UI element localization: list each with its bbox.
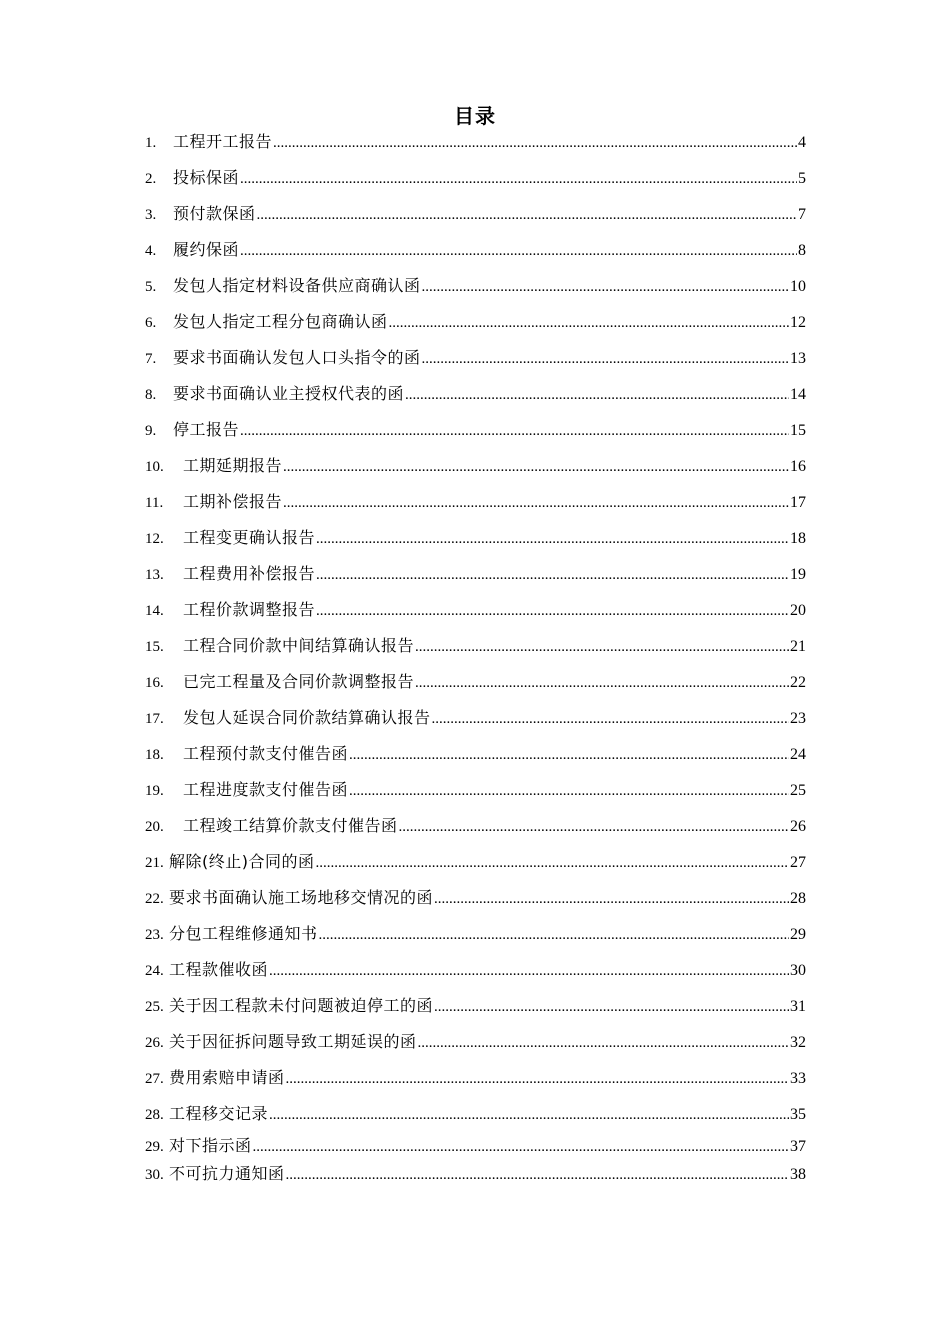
- toc-entry-title: 解除(终止)合同的函: [169, 852, 315, 871]
- toc-leader-dots: [415, 629, 789, 665]
- toc-entry-page: 38: [790, 1166, 806, 1183]
- toc-entry-number: 20.: [145, 819, 164, 835]
- toc-leader-dots: [319, 917, 789, 953]
- toc-entry-page: 8: [798, 242, 806, 259]
- toc-entry-number: 19.: [145, 783, 164, 799]
- toc-entry[interactable]: [145, 772, 806, 808]
- toc-entry-title: 停工报告: [173, 420, 240, 439]
- toc-entry-number: 2.: [145, 171, 157, 187]
- toc-entry-page: 37: [790, 1138, 806, 1155]
- toc-entry-number: 22.: [145, 891, 164, 907]
- toc-entry-page: 17: [790, 494, 806, 511]
- toc-leader-dots: [316, 557, 789, 593]
- toc-leader-dots: [269, 1097, 789, 1133]
- toc-entry[interactable]: [145, 1024, 806, 1060]
- toc-entry-title: 不可抗力通知函: [169, 1164, 285, 1183]
- toc-entry-number: 25.: [145, 999, 164, 1015]
- toc-entry-page: 13: [790, 350, 806, 367]
- toc-list: [145, 124, 806, 1188]
- toc-entry-title: 关于因工程款未付问题被迫停工的函: [169, 996, 434, 1015]
- toc-entry-number: 24.: [145, 963, 164, 979]
- toc-leader-dots: [422, 269, 789, 305]
- toc-entry-number: 14.: [145, 603, 164, 619]
- toc-entry[interactable]: [145, 448, 806, 484]
- toc-entry-page: 12: [790, 314, 806, 331]
- toc-entry-number: 13.: [145, 567, 164, 583]
- toc-entry-title: 工程预付款支付催告函: [183, 744, 349, 763]
- toc-entry-title: 发包人指定材料设备供应商确认函: [173, 276, 421, 295]
- toc-entry-page: 24: [790, 746, 806, 763]
- toc-entry-title: 发包人延误合同价款结算确认报告: [183, 708, 431, 727]
- toc-title: 目录: [454, 104, 496, 128]
- toc-leader-dots: [399, 809, 789, 845]
- toc-entry-page: 27: [790, 854, 806, 871]
- toc-entry[interactable]: [145, 484, 806, 520]
- toc-entry-number: 29.: [145, 1139, 164, 1155]
- toc-entry-number: 16.: [145, 675, 164, 691]
- toc-entry-title: 工程变更确认报告: [183, 528, 316, 547]
- toc-entry-number: 7.: [145, 351, 157, 367]
- toc-leader-dots: [253, 1133, 789, 1161]
- toc-entry[interactable]: [145, 412, 806, 448]
- toc-entry[interactable]: [145, 1160, 806, 1188]
- toc-entry-title: 工程移交记录: [169, 1104, 269, 1123]
- toc-entry-title: 工程开工报告: [173, 132, 273, 151]
- toc-entry-title: 要求书面确认业主授权代表的函: [173, 384, 405, 403]
- toc-entry-title: 投标保函: [173, 168, 240, 187]
- toc-entry[interactable]: [145, 556, 806, 592]
- toc-entry-number: 27.: [145, 1071, 164, 1087]
- toc-entry[interactable]: [145, 844, 806, 880]
- toc-entry-title: 工程合同价款中间结算确认报告: [183, 636, 415, 655]
- toc-entry-number: 30.: [145, 1167, 164, 1183]
- toc-leader-dots: [240, 161, 797, 197]
- toc-leader-dots: [316, 521, 789, 557]
- toc-entry-title: 工期补偿报告: [183, 492, 283, 511]
- toc-entry-title: 工程竣工结算价款支付催告函: [183, 816, 398, 835]
- toc-leader-dots: [257, 197, 797, 233]
- toc-entry-title: 对下指示函: [169, 1136, 252, 1155]
- toc-entry-number: 4.: [145, 243, 157, 259]
- toc-entry[interactable]: [145, 520, 806, 556]
- toc-leader-dots: [283, 485, 789, 521]
- toc-entry-page: 7: [798, 206, 806, 223]
- toc-leader-dots: [316, 593, 789, 629]
- toc-entry-title: 工程费用补偿报告: [183, 564, 316, 583]
- toc-entry-page: 19: [790, 566, 806, 583]
- toc-entry-page: 15: [790, 422, 806, 439]
- toc-entry[interactable]: [145, 1060, 806, 1096]
- toc-entry-page: 5: [798, 170, 806, 187]
- toc-entry-title: 工程价款调整报告: [183, 600, 316, 619]
- toc-entry-page: 14: [790, 386, 806, 403]
- toc-leader-dots: [286, 1061, 789, 1097]
- toc-leader-dots: [349, 737, 789, 773]
- toc-entry-number: 8.: [145, 387, 157, 403]
- toc-entry-title: 工程进度款支付催告函: [183, 780, 349, 799]
- toc-leader-dots: [434, 989, 789, 1025]
- toc-entry-page: 23: [790, 710, 806, 727]
- toc-entry-number: 23.: [145, 927, 164, 943]
- toc-leader-dots: [415, 665, 789, 701]
- toc-entry-page: 4: [798, 134, 806, 151]
- toc-entry-page: 30: [790, 962, 806, 979]
- toc-entry-page: 32: [790, 1034, 806, 1051]
- toc-entry[interactable]: [145, 196, 806, 232]
- toc-entry-number: 10.: [145, 459, 164, 475]
- toc-leader-dots: [432, 701, 789, 737]
- toc-entry-title: 预付款保函: [173, 204, 256, 223]
- toc-entry[interactable]: [145, 160, 806, 196]
- toc-entry[interactable]: [145, 376, 806, 412]
- toc-entry-page: 35: [790, 1106, 806, 1123]
- toc-entry[interactable]: [145, 232, 806, 268]
- toc-entry[interactable]: [145, 592, 806, 628]
- toc-entry-number: 1.: [145, 135, 157, 151]
- toc-entry-title: 已完工程量及合同价款调整报告: [183, 672, 415, 691]
- toc-leader-dots: [286, 1161, 789, 1189]
- toc-entry[interactable]: [145, 628, 806, 664]
- toc-entry[interactable]: [145, 808, 806, 844]
- toc-entry-page: 33: [790, 1070, 806, 1087]
- toc-entry-number: 15.: [145, 639, 164, 655]
- toc-entry-page: 26: [790, 818, 806, 835]
- toc-leader-dots: [405, 377, 789, 413]
- toc-entry[interactable]: [145, 736, 806, 772]
- toc-entry[interactable]: [145, 700, 806, 736]
- toc-leader-dots: [283, 449, 789, 485]
- toc-entry[interactable]: [145, 340, 806, 376]
- toc-entry-number: 12.: [145, 531, 164, 547]
- toc-entry-title: 履约保函: [173, 240, 240, 259]
- toc-entry[interactable]: [145, 916, 806, 952]
- toc-entry-title: 分包工程维修通知书: [169, 924, 318, 943]
- toc-leader-dots: [422, 341, 789, 377]
- toc-entry[interactable]: [145, 988, 806, 1024]
- toc-entry[interactable]: [145, 664, 806, 700]
- toc-entry-number: 9.: [145, 423, 157, 439]
- toc-entry-title: 关于因征拆问题导致工期延误的函: [169, 1032, 417, 1051]
- toc-entry-number: 26.: [145, 1035, 164, 1051]
- toc-leader-dots: [418, 1025, 789, 1061]
- toc-entry-number: 18.: [145, 747, 164, 763]
- toc-entry[interactable]: [145, 268, 806, 304]
- toc-entry-page: 31: [790, 998, 806, 1015]
- toc-entry-page: 18: [790, 530, 806, 547]
- toc-leader-dots: [434, 881, 789, 917]
- toc-entry-number: 5.: [145, 279, 157, 295]
- toc-entry-number: 11.: [145, 495, 164, 511]
- toc-entry-page: 10: [790, 278, 806, 295]
- toc-leader-dots: [240, 413, 789, 449]
- toc-leader-dots: [389, 305, 789, 341]
- toc-entry-page: 25: [790, 782, 806, 799]
- toc-leader-dots: [349, 773, 789, 809]
- toc-entry-page: 20: [790, 602, 806, 619]
- toc-leader-dots: [269, 953, 789, 989]
- toc-entry-number: 3.: [145, 207, 157, 223]
- toc-entry-number: 28.: [145, 1107, 164, 1123]
- toc-entry-title: 要求书面确认发包人口头指令的函: [173, 348, 421, 367]
- toc-entry-title: 工期延期报告: [183, 456, 283, 475]
- toc-entry[interactable]: [145, 1096, 806, 1132]
- toc-entry[interactable]: [145, 952, 806, 988]
- toc-entry-number: 21.: [145, 855, 164, 871]
- toc-entry[interactable]: [145, 124, 806, 160]
- toc-leader-dots: [273, 125, 797, 161]
- toc-entry[interactable]: [145, 880, 806, 916]
- toc-entry-title: 工程款催收函: [169, 960, 269, 979]
- toc-entry[interactable]: [145, 1132, 806, 1160]
- toc-entry-page: 21: [790, 638, 806, 655]
- toc-entry-page: 28: [790, 890, 806, 907]
- toc-leader-dots: [240, 233, 797, 269]
- toc-entry[interactable]: [145, 304, 806, 340]
- toc-entry-title: 要求书面确认施工场地移交情况的函: [169, 888, 434, 907]
- toc-entry-page: 22: [790, 674, 806, 691]
- toc-entry-title: 费用索赔申请函: [169, 1068, 285, 1087]
- toc-entry-page: 16: [790, 458, 806, 475]
- toc-entry-page: 29: [790, 926, 806, 943]
- toc-entry-number: 17.: [145, 711, 164, 727]
- toc-leader-dots: [316, 845, 790, 881]
- toc-entry-title: 发包人指定工程分包商确认函: [173, 312, 388, 331]
- toc-entry-number: 6.: [145, 315, 157, 331]
